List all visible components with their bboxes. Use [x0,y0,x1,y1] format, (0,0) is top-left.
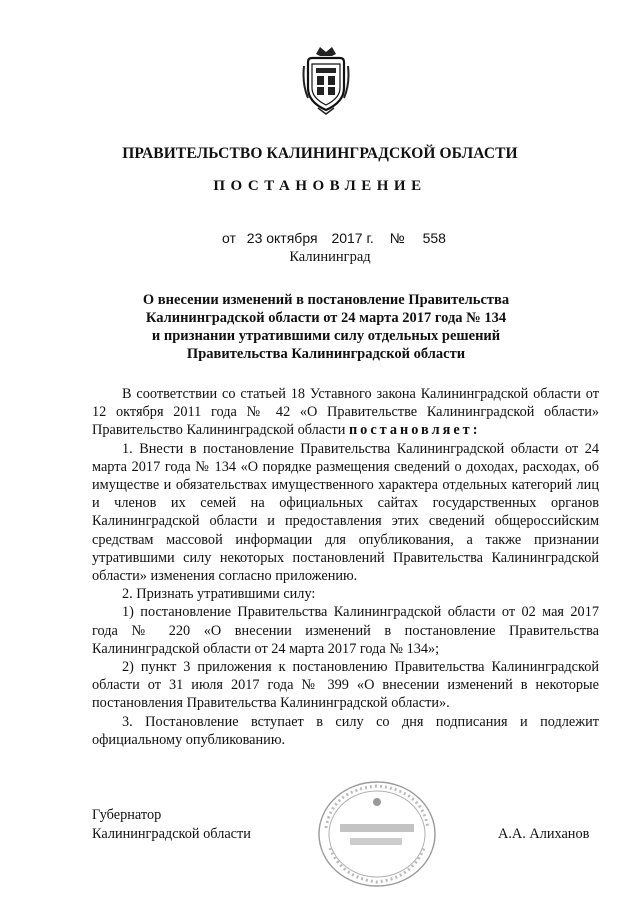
item-2-1: 1) постановление Правительства Калининградской области от 02 мая 2017 года № 220 «О внесении изменений в постановление Правительства Калининградской области от 24 марта 2017 года № 134»; [92,604,599,657]
city-name: Калининград [289,249,371,265]
official-seal-stamp [312,778,442,890]
subject-line: О внесении изменений в постановление Правительства [142,292,510,308]
preamble-text: В соответствии со статьей 18 Уставного закона Калининградской области от 12 октября 2011 года № 42 «О Правительстве Калининградской области» Правительство Калининградской области [92,386,599,439]
preamble-paragraph [92,385,599,440]
subject-line: Правительства Калининградской области [186,346,466,362]
organization-title: ПРАВИТЕЛЬСТВО КАЛИНИНГРАДСКОЙ ОБЛАСТИ [122,145,518,162]
signer-name: А.А. Алиханов [498,826,590,842]
document-body [92,385,599,749]
item-2-2: 2) пункт 3 приложения к постановлению Правительства Калининградской области от 31 июля 2017 года № 399 «О внесении изменений в некоторые постановления Правительства Калининградской области». [92,659,599,712]
document-type: ПОСТАНОВЛЕНИЕ [213,178,427,194]
coat-of-arms-emblem [302,44,350,116]
resolves-word: постановляет: [348,422,481,439]
document-date: 23 октября [246,230,318,246]
item-3: 3. Постановление вступает в силу со дня подписания и подлежит официальному опубликованию. [92,713,599,748]
subject-line: и признании утратившими силу отдельных решений [151,328,501,344]
date-number-line [222,230,446,246]
document-subject [120,291,532,363]
number-sign: № [389,230,405,246]
date-prefix: от [222,230,236,246]
signer-position-line1: Губернатор [92,807,162,823]
signer-position-line2: Калининградской области [92,826,251,842]
document-year: 2017 г. [331,230,374,246]
item-2: 2. Признать утратившими силу: [122,586,316,603]
document-number: 558 [422,230,446,246]
subject-line: Калининградской области от 24 марта 2017 года № 134 [145,310,507,326]
item-1: 1. Внести в постановление Правительства Калининградской области от 24 марта 2017 года № 134 «О порядке размещения сведений о доходах, расходах, об имуществе и обязательствах имущественного характера отдельных категорий лиц и членов их семей на официальных сайтах государственных органов Калининградской области и предоставления этих сведений общероссийским средствам массовой информации для опубликования, а также признании утратившими силу некоторых постановлений Правительства Калининградской области» изменения согласно приложению. [92,440,599,585]
